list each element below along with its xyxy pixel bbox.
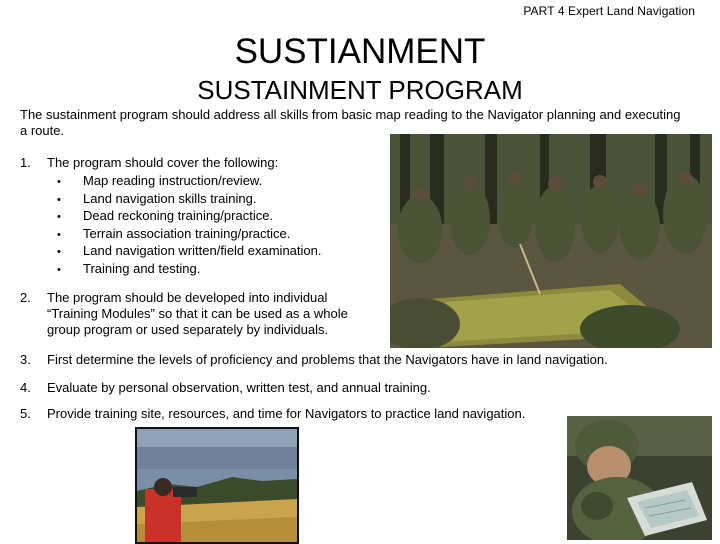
item-1-number: 1. <box>20 155 31 170</box>
bullet-item <box>57 172 321 190</box>
bullet-icon: • <box>57 176 61 188</box>
item-5-number: 5. <box>20 406 31 421</box>
bullet-icon: • <box>57 246 61 258</box>
soldiers-terrain-model-photo <box>390 134 712 348</box>
page-title: SUSTIANMENT <box>234 32 486 71</box>
item-5-text: Provide training site, resources, and time for Navigators to practice land navigation. <box>47 406 526 421</box>
item-2-line-3: group program or used separately by individuals. <box>47 322 329 337</box>
field-binoculars-photo <box>135 427 299 544</box>
bullet-item <box>57 225 321 243</box>
item-2-line-1: The program should be developed into individual <box>47 290 328 305</box>
section-tag: PART 4 Expert Land Navigation <box>523 4 695 18</box>
bullet-icon: • <box>57 193 61 206</box>
soldier-reading-map-photo <box>567 416 712 540</box>
bullet-icon: • <box>57 263 61 276</box>
bullet-text: Dead reckoning training/practice. <box>83 208 274 223</box>
bullet-icon: • <box>57 228 61 241</box>
item-1-text: The program should cover the following: <box>47 155 279 170</box>
bullet-icon: • <box>57 211 61 223</box>
intro-paragraph: The sustainment program should address all skills from basic map reading to the Navigator planning and executing a route. <box>20 107 681 138</box>
bullet-item <box>57 207 321 225</box>
item-3-number: 3. <box>20 352 31 367</box>
item-3-text: First determine the levels of proficiency and problems that the Navigators have in land navigation. <box>47 352 608 367</box>
bullet-text: Land navigation skills training. <box>83 190 257 206</box>
item-4-text: Evaluate by personal observation, written test, and annual training. <box>47 380 431 395</box>
item-1-bullet-list <box>57 172 321 277</box>
item-4-number: 4. <box>20 380 31 395</box>
bullet-text: Training and testing. <box>83 260 201 276</box>
item-2-number: 2. <box>20 290 31 305</box>
page-subtitle: SUSTAINMENT PROGRAM <box>197 75 523 105</box>
item-2-line-2: “Training Modules” so that it can be used as a whole <box>47 306 348 321</box>
bullet-item <box>57 260 321 278</box>
bullet-text: Terrain association training/practice. <box>83 225 291 241</box>
bullet-text: Map reading instruction/review. <box>83 173 263 188</box>
bullet-item <box>57 190 321 208</box>
bullet-text: Land navigation written/field examination. <box>83 243 322 258</box>
bullet-item <box>57 242 321 260</box>
